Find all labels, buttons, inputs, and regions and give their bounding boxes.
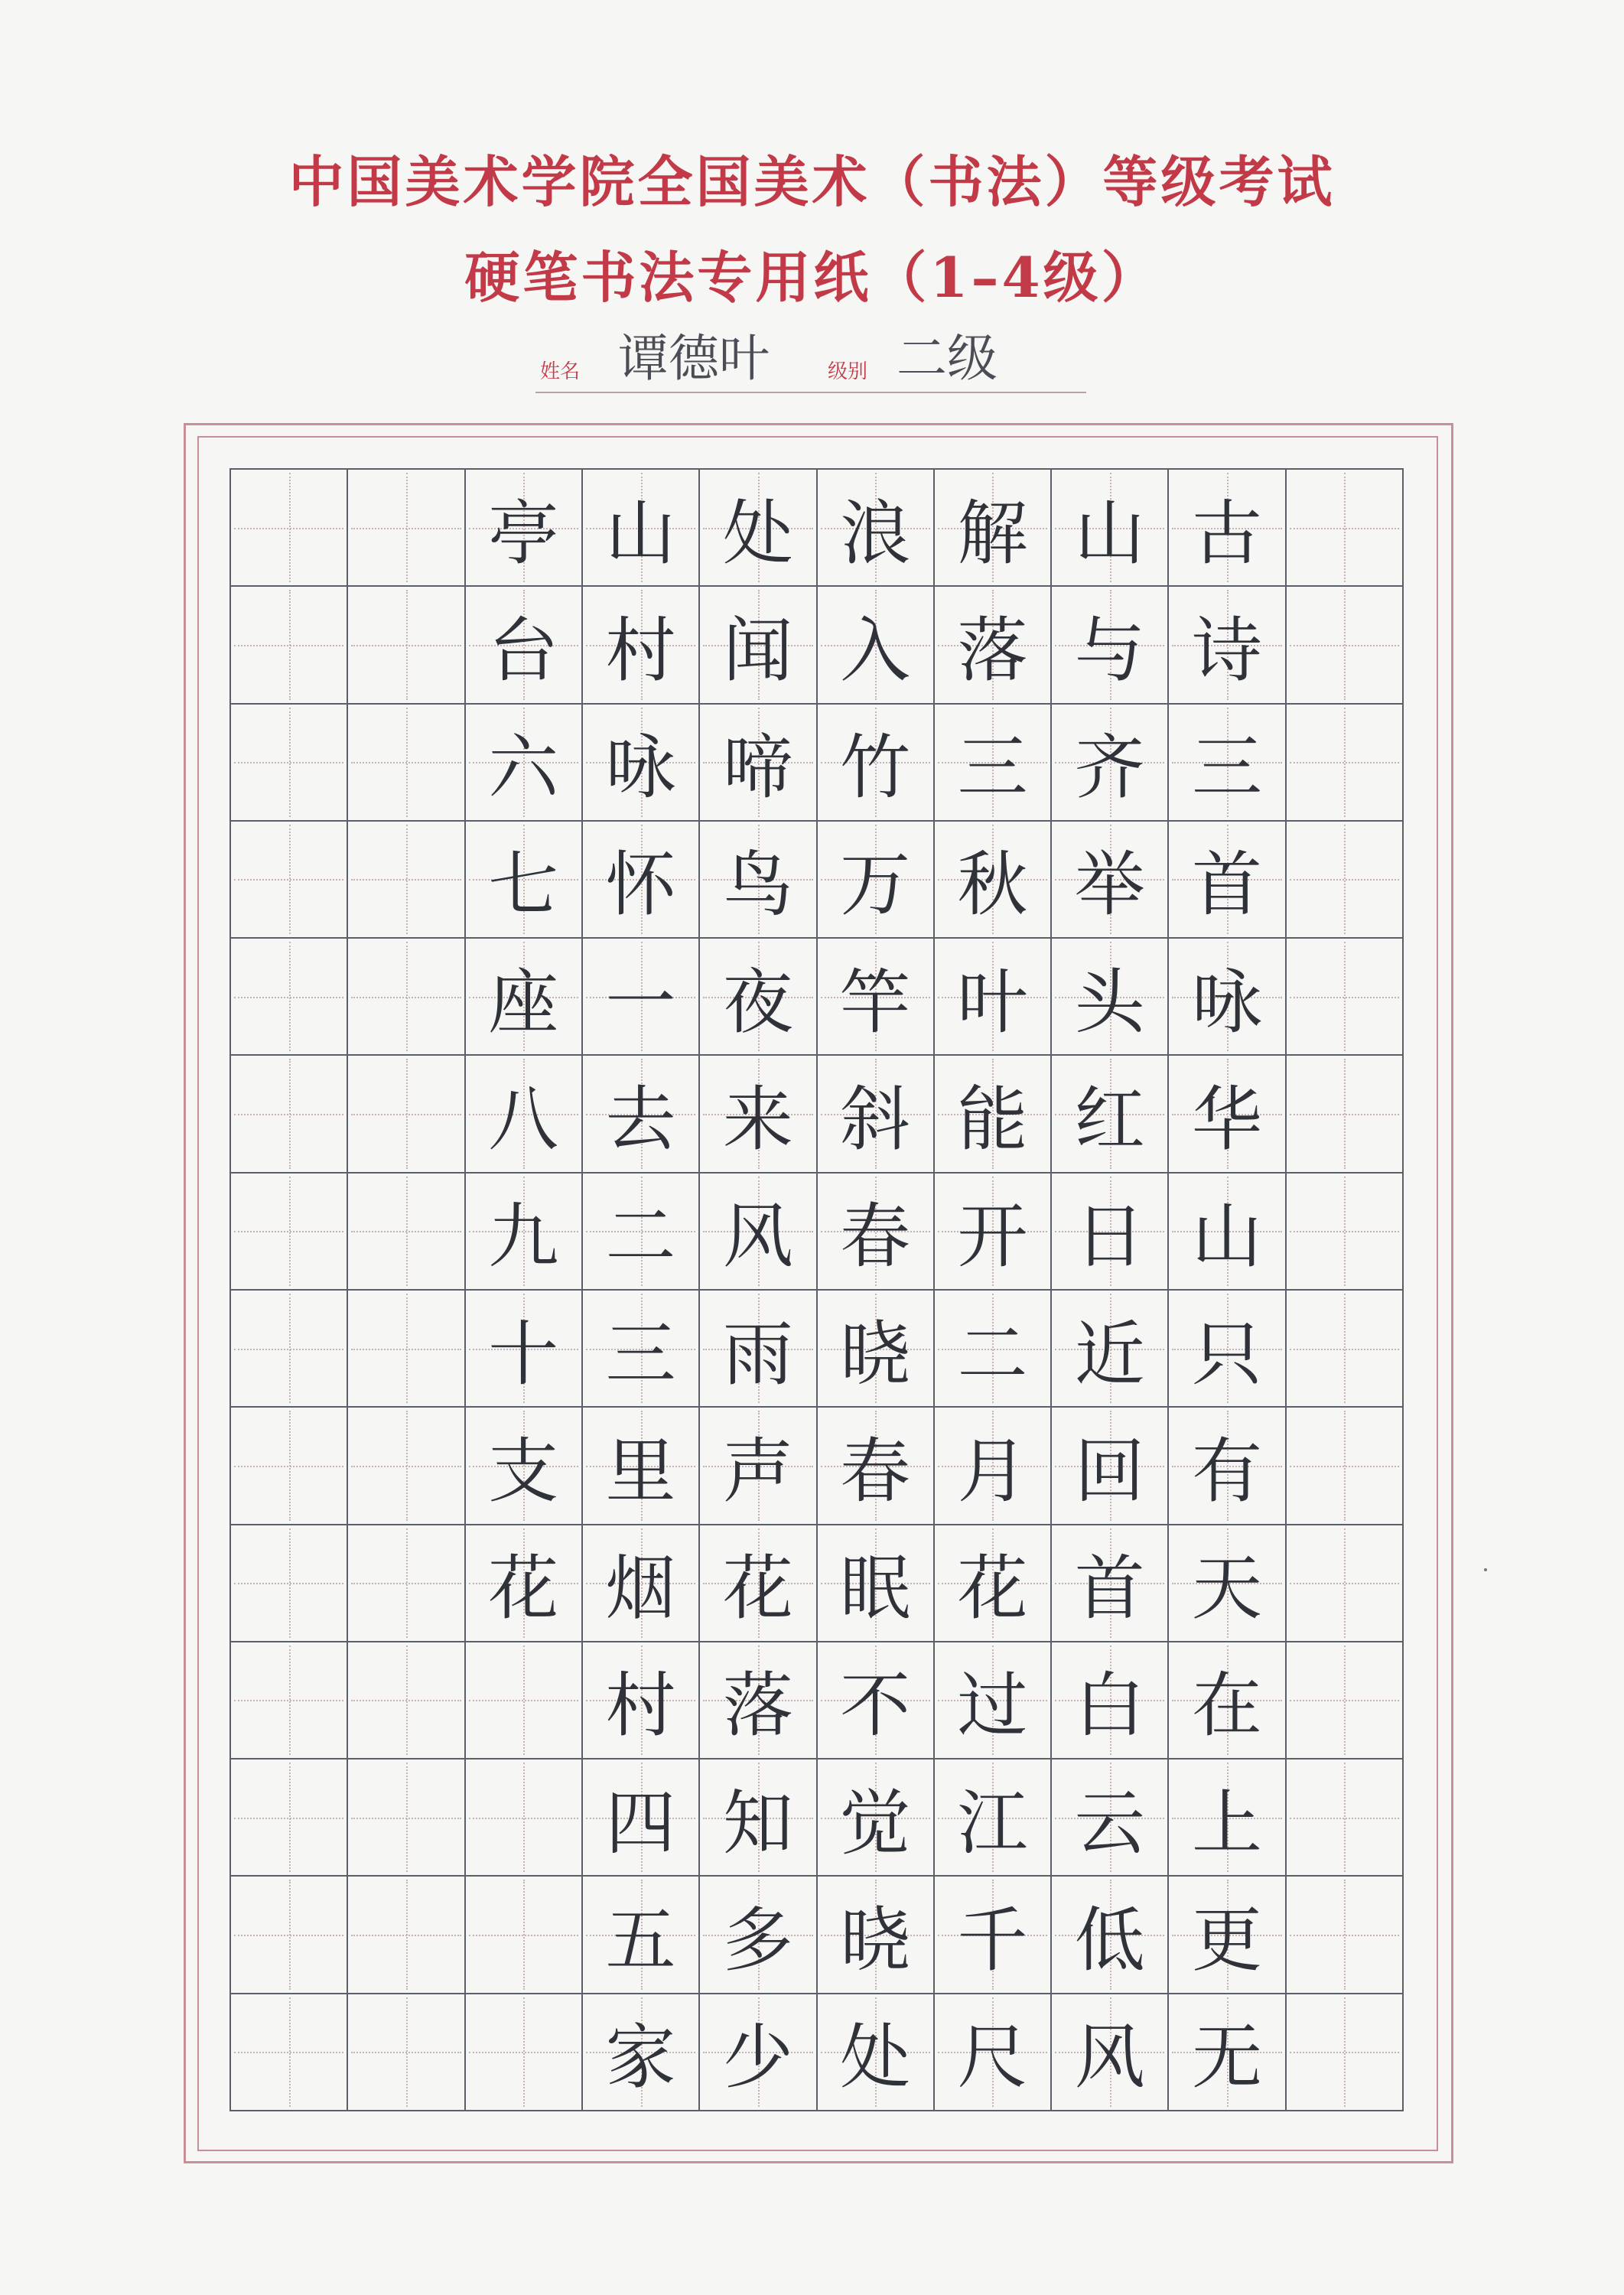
grid-cell [1287, 1642, 1404, 1760]
grid-cell [700, 1642, 817, 1760]
grid-cell [466, 1877, 583, 1994]
grid-cell [700, 1760, 817, 1877]
grid-cell [1287, 939, 1404, 1056]
handwritten-character: 声 [722, 1430, 793, 1512]
handwritten-character: 鸟 [722, 844, 793, 926]
handwritten-character: 啼 [722, 727, 793, 809]
handwritten-character: 头 [1074, 961, 1145, 1043]
handwritten-character: 叶 [957, 961, 1028, 1043]
grid-cell [1287, 705, 1404, 822]
grid-cell [466, 1760, 583, 1877]
handwritten-character: 千 [957, 1899, 1028, 1982]
grid-cell [231, 1877, 348, 1994]
handwritten-character: 在 [1192, 1665, 1263, 1747]
grid-cell [1287, 470, 1404, 587]
grid-cell [700, 1994, 817, 2111]
grid-cell [231, 1760, 348, 1877]
grid-cell [583, 822, 700, 939]
grid-cell [700, 705, 817, 822]
handwritten-character: 十 [488, 1313, 559, 1395]
grid-cell [1052, 587, 1169, 704]
handwritten-character: 回 [1074, 1430, 1145, 1512]
level-label: 级别 [828, 360, 868, 383]
grid-cell [1169, 1408, 1286, 1525]
grid-cell [818, 1877, 935, 1994]
handwritten-character: 低 [1074, 1899, 1145, 1982]
handwritten-character: 座 [488, 961, 559, 1043]
grid-cell [935, 939, 1052, 1056]
grid-cell [231, 1525, 348, 1642]
grid-cell [1287, 822, 1404, 939]
grid-cell [1287, 1760, 1404, 1877]
handwritten-character: 觉 [840, 1782, 911, 1864]
grid-cell [583, 705, 700, 822]
grid-cell [466, 1994, 583, 2111]
grid-cell [1169, 1174, 1286, 1291]
candidate-info-line [535, 329, 1086, 393]
writing-grid [229, 468, 1404, 2111]
handwritten-character: 三 [1192, 727, 1263, 809]
grid-cell [1287, 1056, 1404, 1173]
grid-cell [466, 1525, 583, 1642]
grid-cell [1287, 1994, 1404, 2111]
grid-cell [583, 1056, 700, 1173]
handwritten-character: 雨 [722, 1313, 793, 1395]
grid-cell [348, 1408, 465, 1525]
handwritten-character: 二 [605, 1196, 676, 1278]
grid-cell [231, 470, 348, 587]
handwritten-character: 白 [1074, 1665, 1145, 1747]
grid-cell [466, 1291, 583, 1408]
grid-cell [583, 939, 700, 1056]
handwritten-character: 八 [488, 1079, 559, 1161]
handwritten-character: 浪 [840, 492, 911, 575]
grid-cell [348, 1760, 465, 1877]
grid-cell [700, 1408, 817, 1525]
handwritten-character: 月 [957, 1430, 1028, 1512]
name-value: 谭德叶 [618, 329, 770, 388]
handwritten-character: 花 [722, 1548, 793, 1630]
handwritten-character: 秋 [957, 844, 1028, 926]
paper-speck [1484, 1568, 1487, 1571]
grid-cell [231, 587, 348, 704]
handwritten-character: 眠 [840, 1548, 911, 1630]
grid-cell [700, 1056, 817, 1173]
grid-cell [700, 822, 817, 939]
grid-cell [583, 1174, 700, 1291]
grid-cell [1169, 1760, 1286, 1877]
grid-cell [700, 470, 817, 587]
grid-cell [1169, 822, 1286, 939]
grid-cell [935, 1525, 1052, 1642]
handwritten-character: 只 [1192, 1313, 1263, 1395]
grid-cell [818, 1056, 935, 1173]
handwritten-character: 山 [1192, 1196, 1263, 1278]
grid-cell [1052, 822, 1169, 939]
handwritten-character: 晓 [840, 1899, 911, 1982]
grid-cell [1169, 470, 1286, 587]
grid-cell [583, 1760, 700, 1877]
grid-cell [1052, 1056, 1169, 1173]
handwritten-character: 与 [1074, 609, 1145, 692]
grid-cell [466, 1408, 583, 1525]
grid-cell [1052, 1760, 1169, 1877]
grid-cell [818, 1760, 935, 1877]
paper-title: 中国美术学院全国美术（书法）等级考试 [288, 149, 1336, 214]
grid-cell [231, 1642, 348, 1760]
grid-cell [1052, 1877, 1169, 1994]
handwritten-character: 来 [722, 1079, 793, 1161]
handwritten-character: 无 [1192, 2017, 1263, 2099]
handwritten-character: 万 [840, 844, 911, 926]
grid-cell [583, 587, 700, 704]
grid-cell [818, 1525, 935, 1642]
grid-cell [1052, 1291, 1169, 1408]
grid-cell [818, 587, 935, 704]
handwritten-character: 山 [605, 492, 676, 575]
grid-cell [818, 1174, 935, 1291]
level-value: 二级 [897, 329, 998, 388]
handwritten-character: 山 [1074, 492, 1145, 575]
grid-cell [348, 587, 465, 704]
handwritten-character: 竿 [840, 961, 911, 1043]
grid-cell [1052, 1994, 1169, 2111]
handwritten-character: 家 [605, 2017, 676, 2099]
handwritten-character: 处 [840, 2017, 911, 2099]
grid-cell [466, 1642, 583, 1760]
handwritten-character: 落 [722, 1665, 793, 1747]
paper-subtitle: 硬笔书法专用纸（1–4级） [464, 245, 1160, 310]
grid-cell [935, 1877, 1052, 1994]
handwritten-character: 怀 [605, 844, 676, 926]
grid-cell [700, 587, 817, 704]
handwritten-character: 七 [488, 844, 559, 926]
handwritten-character: 烟 [605, 1548, 676, 1630]
grid-cell [1287, 1408, 1404, 1525]
grid-cell [935, 470, 1052, 587]
handwritten-character: 上 [1192, 1782, 1263, 1864]
grid-cell [1052, 1525, 1169, 1642]
grid-cell [231, 705, 348, 822]
grid-cell [818, 1642, 935, 1760]
handwritten-character: 六 [488, 727, 559, 809]
grid-cell [1287, 1877, 1404, 1994]
grid-cell [1287, 1291, 1404, 1408]
handwritten-character: 落 [957, 609, 1028, 692]
grid-cell [700, 1174, 817, 1291]
grid-cell [348, 939, 465, 1056]
handwritten-character: 夜 [722, 961, 793, 1043]
handwritten-character: 支 [488, 1430, 559, 1512]
grid-cell [935, 1408, 1052, 1525]
handwritten-character: 花 [957, 1548, 1028, 1630]
handwritten-character: 有 [1192, 1430, 1263, 1512]
handwritten-character: 古 [1192, 492, 1263, 575]
grid-cell [700, 939, 817, 1056]
grid-cell [818, 1994, 935, 2111]
grid-cell [935, 1642, 1052, 1760]
handwritten-character: 三 [957, 727, 1028, 809]
handwritten-character: 斜 [840, 1079, 911, 1161]
handwritten-character: 咏 [1192, 961, 1263, 1043]
grid-cell [466, 470, 583, 587]
grid-cell [935, 1994, 1052, 2111]
handwritten-character: 花 [488, 1548, 559, 1630]
grid-cell [1287, 587, 1404, 704]
grid-cell [231, 939, 348, 1056]
handwritten-character: 处 [722, 492, 793, 575]
grid-cell [583, 1525, 700, 1642]
handwritten-character: 更 [1192, 1899, 1263, 1982]
handwritten-character: 近 [1074, 1313, 1145, 1395]
grid-cell [1052, 705, 1169, 822]
handwritten-character: 过 [957, 1665, 1028, 1747]
grid-cell [348, 705, 465, 822]
handwritten-character: 九 [488, 1196, 559, 1278]
handwritten-character: 多 [722, 1899, 793, 1982]
handwritten-character: 闻 [722, 609, 793, 692]
grid-cell [466, 587, 583, 704]
grid-cell [1052, 1174, 1169, 1291]
grid-cell [348, 1877, 465, 1994]
grid-cell [466, 939, 583, 1056]
grid-cell [818, 822, 935, 939]
handwritten-character: 尺 [957, 2017, 1028, 2099]
grid-cell [348, 1291, 465, 1408]
handwritten-character: 咏 [605, 727, 676, 809]
grid-cell [231, 1408, 348, 1525]
handwritten-character: 诗 [1192, 609, 1263, 692]
grid-cell [1287, 1525, 1404, 1642]
grid-cell [935, 705, 1052, 822]
grid-cell [1169, 1994, 1286, 2111]
handwritten-character: 云 [1074, 1782, 1145, 1864]
handwritten-character: 首 [1192, 844, 1263, 926]
grid-cell [348, 1525, 465, 1642]
handwritten-character: 华 [1192, 1079, 1263, 1161]
name-label: 姓名 [540, 360, 581, 383]
handwritten-character: 知 [722, 1782, 793, 1864]
handwritten-character: 风 [722, 1196, 793, 1278]
grid-cell [1052, 1642, 1169, 1760]
grid-cell [348, 822, 465, 939]
handwritten-character: 日 [1074, 1196, 1145, 1278]
grid-cell [700, 1877, 817, 1994]
grid-cell [231, 1056, 348, 1173]
handwritten-character: 天 [1192, 1548, 1263, 1630]
grid-cell [1052, 939, 1169, 1056]
grid-cell [348, 1994, 465, 2111]
handwritten-character: 江 [957, 1782, 1028, 1864]
handwritten-character: 举 [1074, 844, 1145, 926]
grid-cell [583, 470, 700, 587]
grid-cell [1169, 1291, 1286, 1408]
grid-cell [935, 1174, 1052, 1291]
handwritten-character: 一 [605, 961, 676, 1043]
handwritten-character: 村 [605, 609, 676, 692]
grid-cell [466, 1056, 583, 1173]
grid-cell [818, 1291, 935, 1408]
handwritten-character: 二 [957, 1313, 1028, 1395]
grid-cell [1052, 1408, 1169, 1525]
grid-cell [583, 1408, 700, 1525]
handwritten-character: 红 [1074, 1079, 1145, 1161]
handwritten-character: 入 [840, 609, 911, 692]
grid-cell [583, 1642, 700, 1760]
grid-cell [1169, 1642, 1286, 1760]
grid-cell [1169, 587, 1286, 704]
handwritten-character: 台 [488, 609, 559, 692]
handwritten-character: 春 [840, 1196, 911, 1278]
grid-cell [700, 1291, 817, 1408]
handwritten-character: 里 [605, 1430, 676, 1512]
grid-cell [818, 1408, 935, 1525]
grid-cell [1052, 470, 1169, 587]
handwritten-character: 不 [840, 1665, 911, 1747]
handwritten-character: 少 [722, 2017, 793, 2099]
grid-cell [935, 822, 1052, 939]
handwritten-character: 去 [605, 1079, 676, 1161]
handwritten-character: 首 [1074, 1548, 1145, 1630]
grid-cell [818, 939, 935, 1056]
grid-cell [1169, 1877, 1286, 1994]
grid-cell [1169, 1056, 1286, 1173]
grid-cell [466, 705, 583, 822]
grid-cell [935, 1291, 1052, 1408]
handwritten-character: 四 [605, 1782, 676, 1864]
grid-cell [818, 705, 935, 822]
grid-cell [1169, 1525, 1286, 1642]
handwritten-character: 风 [1074, 2017, 1145, 2099]
handwritten-character: 三 [605, 1313, 676, 1395]
grid-cell [1169, 939, 1286, 1056]
grid-cell [348, 1174, 465, 1291]
grid-cell [935, 1056, 1052, 1173]
handwritten-character: 五 [605, 1899, 676, 1982]
grid-cell [231, 1174, 348, 1291]
grid-cell [348, 1642, 465, 1760]
grid-cell [466, 1174, 583, 1291]
handwritten-character: 村 [605, 1665, 676, 1747]
handwritten-character: 春 [840, 1430, 911, 1512]
handwritten-character: 开 [957, 1196, 1028, 1278]
grid-cell [231, 1994, 348, 2111]
grid-cell [1169, 705, 1286, 822]
grid-cell [583, 1877, 700, 1994]
grid-cell [818, 470, 935, 587]
grid-cell [348, 1056, 465, 1173]
grid-cell [1287, 1174, 1404, 1291]
grid-cell [583, 1291, 700, 1408]
grid-cell [348, 470, 465, 587]
handwritten-character: 解 [957, 492, 1028, 575]
handwritten-character: 晓 [840, 1313, 911, 1395]
handwritten-character: 齐 [1074, 727, 1145, 809]
handwritten-character: 竹 [840, 727, 911, 809]
handwritten-character: 亭 [488, 492, 559, 575]
grid-cell [935, 1760, 1052, 1877]
grid-cell [935, 587, 1052, 704]
grid-cell [231, 1291, 348, 1408]
grid-cell [583, 1994, 700, 2111]
grid-cell [700, 1525, 817, 1642]
handwritten-character: 能 [957, 1079, 1028, 1161]
grid-cell [466, 822, 583, 939]
grid-cell [231, 822, 348, 939]
